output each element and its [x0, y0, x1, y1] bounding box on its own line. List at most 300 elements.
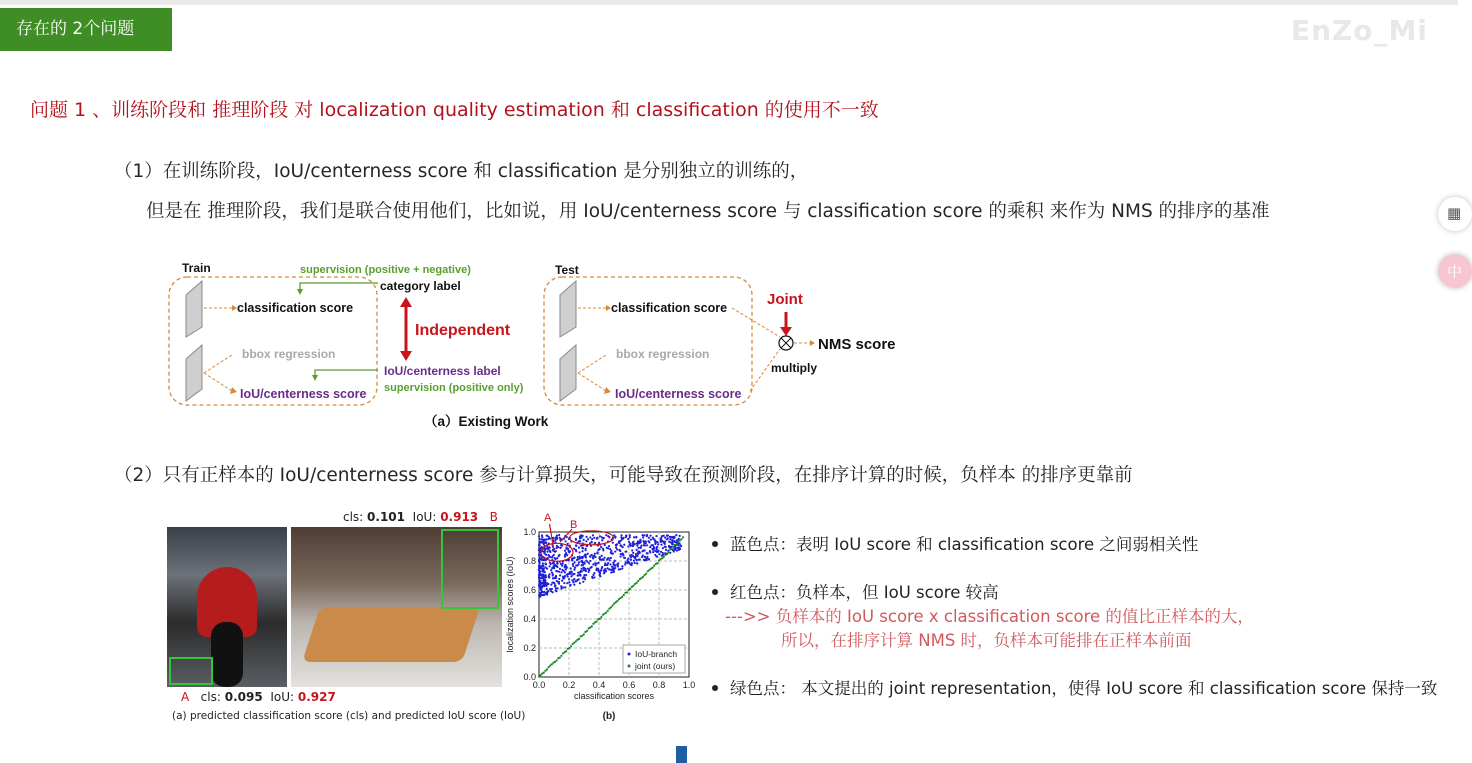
scatter-point-iou-branch — [653, 546, 655, 548]
scatter-chart — [503, 505, 698, 727]
scatter-point-iou-branch — [573, 568, 575, 570]
scatter-point-iou-branch — [552, 577, 554, 579]
scatter-point-iou-branch — [593, 576, 595, 578]
scatter-point-iou-branch — [662, 554, 664, 556]
scatter-point-iou-branch — [617, 565, 619, 567]
scatter-point-joint — [668, 551, 670, 553]
scatter-point-iou-branch — [546, 592, 548, 594]
scatter-point-iou-branch — [578, 547, 580, 549]
scatter-point-iou-branch — [673, 536, 675, 538]
scatter-point-iou-branch — [632, 542, 634, 544]
scatter-point-iou-branch — [625, 562, 627, 564]
scatter-point-iou-branch — [584, 562, 586, 564]
y-tick-label: 0.0 — [523, 672, 536, 682]
scatter-point-iou-branch — [552, 562, 554, 564]
scatter-point-iou-branch — [610, 552, 612, 554]
scatter-point-iou-branch — [570, 575, 572, 577]
scatter-point-iou-branch — [566, 582, 568, 584]
scatter-point-iou-branch — [652, 537, 654, 539]
scatter-point-iou-branch — [575, 580, 577, 582]
scatter-point-iou-branch — [660, 544, 662, 546]
scatter-point-joint — [644, 574, 646, 576]
train-label: Train — [182, 261, 211, 275]
scatter-point-iou-branch — [564, 564, 566, 566]
scatter-point-iou-branch — [564, 540, 566, 542]
bullet-green: 绿色点： 本文提出的 joint representation，使得 IoU score 和 classification score 保持一致 — [712, 675, 1437, 699]
scatter-point-joint — [607, 610, 609, 612]
scatter-point-iou-branch — [539, 596, 541, 598]
scatter-point-iou-branch — [561, 545, 563, 547]
scatter-point-joint — [546, 668, 548, 670]
scatter-point-iou-branch — [545, 566, 547, 568]
scatter-point-iou-branch — [679, 544, 681, 546]
scatter-point-iou-branch — [612, 570, 614, 572]
scatter-point-iou-branch — [581, 568, 583, 570]
scatter-point-iou-branch — [630, 564, 632, 566]
scatter-point-iou-branch — [635, 536, 637, 538]
scatter-point-iou-branch — [548, 554, 550, 556]
scatter-point-iou-branch — [621, 565, 623, 567]
scatter-point-iou-branch — [585, 549, 587, 551]
scatter-point-iou-branch — [539, 567, 541, 569]
scatter-point-iou-branch — [650, 539, 652, 541]
scatter-point-iou-branch — [638, 547, 640, 549]
scatter-point-iou-branch — [552, 565, 554, 567]
scatter-point-iou-branch — [579, 582, 581, 584]
scatter-point-iou-branch — [586, 561, 588, 563]
scatter-point-iou-branch — [668, 541, 670, 543]
scatter-point-iou-branch — [671, 539, 673, 541]
scatter-point-iou-branch — [592, 557, 594, 559]
scatter-point-iou-branch — [550, 590, 552, 592]
legend-marker-iou-branch — [628, 653, 631, 656]
scatter-point-iou-branch — [594, 562, 596, 564]
scatter-point-joint — [626, 591, 628, 593]
scatter-point-joint — [621, 596, 623, 598]
scatter-point-iou-branch — [642, 540, 644, 542]
scatter-point-iou-branch — [609, 563, 611, 565]
scatter-point-iou-branch — [673, 540, 675, 542]
scatter-point-iou-branch — [618, 568, 620, 570]
scatter-point-iou-branch — [582, 535, 584, 537]
scatter-point-iou-branch — [538, 565, 540, 567]
scatter-point-iou-branch — [657, 543, 659, 545]
scatter-point-iou-branch — [582, 556, 584, 558]
scatter-point-iou-branch — [573, 578, 575, 580]
pizza-photo — [291, 527, 502, 687]
scatter-point-iou-branch — [541, 591, 543, 593]
x-axis-label: classification scores — [573, 691, 655, 701]
scatter-point-iou-branch — [539, 592, 541, 594]
scatter-point-iou-branch — [566, 554, 568, 556]
scatter-point-iou-branch — [614, 560, 616, 562]
scatter-point-iou-branch — [664, 541, 666, 543]
scatter-point-iou-branch — [593, 572, 595, 574]
scatter-point-iou-branch — [610, 571, 612, 573]
train-classification-score: classification score — [237, 301, 354, 315]
scatter-point-iou-branch — [538, 544, 540, 546]
scatter-point-iou-branch — [544, 562, 546, 564]
scatter-point-iou-branch — [655, 535, 657, 537]
scatter-point-iou-branch — [548, 565, 550, 567]
chinese-char-icon[interactable]: 中 — [1438, 254, 1472, 288]
scatter-point-iou-branch — [538, 578, 540, 580]
scatter-point-iou-branch — [541, 585, 543, 587]
box-a — [169, 657, 213, 685]
scatter-point-iou-branch — [596, 537, 598, 539]
scatter-point-iou-branch — [568, 578, 570, 580]
scatter-point-iou-branch — [573, 584, 575, 586]
scatter-point-iou-branch — [646, 544, 648, 546]
scatter-point-iou-branch — [648, 541, 650, 543]
scatter-point-iou-branch — [639, 552, 641, 554]
scatter-point-iou-branch — [649, 546, 651, 548]
scatter-point-joint — [629, 588, 631, 590]
scatter-point-iou-branch — [553, 582, 555, 584]
figure-a-caption: (a) predicted classification score (cls) and predicted IoU score (IoU) — [172, 710, 526, 722]
scatter-point-iou-branch — [555, 537, 557, 539]
scatter-point-iou-branch — [633, 536, 635, 538]
scatter-point-iou-branch — [641, 550, 643, 552]
scatter-point-iou-branch — [539, 541, 541, 543]
scatter-point-iou-branch — [548, 538, 550, 540]
scatter-point-joint — [543, 671, 545, 673]
scatter-point-iou-branch — [554, 585, 556, 587]
scatter-point-iou-branch — [621, 567, 623, 569]
scatter-point-iou-branch — [641, 556, 643, 558]
scatter-point-iou-branch — [596, 569, 598, 571]
scatter-point-iou-branch — [577, 556, 579, 558]
scatter-point-iou-branch — [656, 556, 658, 558]
scatter-point-joint — [652, 567, 654, 569]
scatter-point-joint — [672, 546, 674, 548]
scatter-point-iou-branch — [564, 571, 566, 573]
scatter-point-iou-branch — [596, 552, 598, 554]
scatter-point-iou-branch — [594, 542, 596, 544]
scatter-point-iou-branch — [618, 541, 620, 543]
scatter-point-iou-branch — [566, 567, 568, 569]
annotation-label-b: B — [570, 519, 578, 531]
scatter-point-joint — [596, 620, 598, 622]
scatter-point-iou-branch — [602, 549, 604, 551]
scatter-point-iou-branch — [608, 557, 610, 559]
scatter-point-iou-branch — [560, 571, 562, 573]
train-feature-map-top — [186, 281, 202, 337]
scatter-point-iou-branch — [551, 556, 553, 558]
scatter-point-iou-branch — [605, 534, 607, 536]
scatter-point-iou-branch — [575, 564, 577, 566]
scatter-point-iou-branch — [582, 581, 584, 583]
scatter-point-iou-branch — [558, 578, 560, 580]
top-divider — [0, 0, 1458, 5]
scatter-point-iou-branch — [541, 577, 543, 579]
scatter-point-iou-branch — [625, 535, 627, 537]
scatter-point-iou-branch — [631, 544, 633, 546]
scatter-point-iou-branch — [666, 534, 668, 536]
bottom-score-row: A cls: 0.095 IoU: 0.927 — [181, 690, 336, 704]
scatter-point-joint — [548, 666, 550, 668]
scatter-point-iou-branch — [601, 539, 603, 541]
scatter-point-iou-branch — [627, 538, 629, 540]
scatter-point-iou-branch — [654, 550, 656, 552]
scatter-point-iou-branch — [578, 574, 580, 576]
scatter-point-joint — [556, 659, 558, 661]
scatter-point-iou-branch — [654, 540, 656, 542]
scatter-point-iou-branch — [538, 559, 540, 561]
scatter-point-iou-branch — [564, 550, 566, 552]
scatter-point-iou-branch — [644, 556, 646, 558]
scatter-point-iou-branch — [539, 563, 541, 565]
scatter-point-iou-branch — [588, 571, 590, 573]
scatter-point-iou-branch — [538, 572, 540, 574]
scatter-point-joint — [664, 554, 666, 556]
scatter-point-iou-branch — [554, 551, 556, 553]
scatter-point-iou-branch — [656, 546, 658, 548]
scatter-point-iou-branch — [591, 577, 593, 579]
scatter-point-iou-branch — [678, 549, 680, 551]
scatter-point-iou-branch — [554, 558, 556, 560]
scatter-point-iou-branch — [653, 539, 655, 541]
scatter-point-iou-branch — [636, 562, 638, 564]
motorcycle-photo — [167, 527, 287, 687]
scatter-point-joint — [605, 611, 607, 613]
scatter-point-iou-branch — [604, 544, 606, 546]
scatter-point-iou-branch — [624, 563, 626, 565]
scatter-point-iou-branch — [541, 570, 543, 572]
scatter-point-iou-branch — [561, 580, 563, 582]
scatter-point-iou-branch — [556, 566, 558, 568]
scatter-point-iou-branch — [563, 577, 565, 579]
scatter-point-iou-branch — [556, 570, 558, 572]
existing-work-diagram — [160, 255, 920, 440]
scatter-point-iou-branch — [629, 536, 631, 538]
scatter-point-iou-branch — [557, 582, 559, 584]
y-tick-label: 0.8 — [523, 556, 536, 566]
problem2-line: （2）只有正样本的 IoU/centerness score 参与计算损失，可能导致在预测阶段，在排序计算的时候，负样本 的排序更靠前 — [114, 465, 1133, 486]
scatter-point-iou-branch — [623, 544, 625, 546]
scatter-point-iou-branch — [617, 562, 619, 564]
scatter-point-iou-branch — [591, 554, 593, 556]
scatter-point-iou-branch — [585, 536, 587, 538]
bullet-red: 红色点：负样本，但 IoU score 较高 — [712, 579, 999, 603]
scatter-point-iou-branch — [538, 538, 540, 540]
scatter-point-iou-branch — [608, 559, 610, 561]
scatter-point-iou-branch — [664, 543, 666, 545]
scatter-point-iou-branch — [603, 559, 605, 561]
scatter-point-iou-branch — [660, 540, 662, 542]
legend-label-joint: joint (ours) — [635, 661, 676, 671]
scatter-point-iou-branch — [564, 566, 566, 568]
scatter-point-iou-branch — [612, 542, 614, 544]
scatter-point-iou-branch — [539, 580, 541, 582]
scatter-point-iou-branch — [568, 551, 570, 553]
scatter-point-iou-branch — [553, 554, 555, 556]
scatter-point-iou-branch — [592, 555, 594, 557]
scatter-point-joint — [676, 544, 678, 546]
scatter-point-joint — [559, 657, 561, 659]
scatter-point-iou-branch — [581, 560, 583, 562]
scatter-point-iou-branch — [642, 534, 644, 536]
scatter-point-joint — [680, 538, 682, 540]
scatter-point-iou-branch — [538, 569, 540, 571]
scatter-point-iou-branch — [650, 535, 652, 537]
scatter-point-iou-branch — [645, 559, 647, 561]
scatter-point-iou-branch — [541, 574, 543, 576]
scatter-point-iou-branch — [585, 556, 587, 558]
scatter-point-iou-branch — [564, 556, 566, 558]
scatter-point-iou-branch — [581, 564, 583, 566]
scatter-point-iou-branch — [559, 568, 561, 570]
scatter-point-joint — [637, 580, 639, 582]
scatter-point-iou-branch — [546, 551, 548, 553]
train-iou-score: IoU/centerness score — [240, 387, 367, 401]
scatter-point-iou-branch — [582, 577, 584, 579]
scatter-point-iou-branch — [572, 565, 574, 567]
scatter-point-iou-branch — [606, 547, 608, 549]
problem1-title: 问题 1 、训练阶段和 推理阶段 对 localization quality estimation 和 classification 的使用不一致 — [30, 99, 879, 121]
scatter-point-iou-branch — [631, 549, 633, 551]
scatter-point-iou-branch — [620, 534, 622, 536]
scatter-point-iou-branch — [592, 534, 594, 536]
scatter-point-iou-branch — [583, 568, 585, 570]
scatter-point-joint — [578, 638, 580, 640]
scatter-point-iou-branch — [642, 536, 644, 538]
category-label: category label — [380, 279, 461, 293]
multiply-label: multiply — [771, 361, 818, 375]
scatter-point-iou-branch — [538, 535, 540, 537]
scatter-point-iou-branch — [541, 536, 543, 538]
scatter-point-iou-branch — [624, 557, 626, 559]
scatter-point-iou-branch — [551, 588, 553, 590]
scatter-point-iou-branch — [543, 594, 545, 596]
scatter-point-iou-branch — [679, 535, 681, 537]
test-classification-score: classification score — [611, 301, 728, 315]
y-tick-label: 0.2 — [523, 643, 536, 653]
scatter-point-iou-branch — [630, 559, 632, 561]
scatter-point-iou-branch — [569, 571, 571, 573]
figure-b-caption: (b) — [602, 711, 616, 722]
scatter-point-iou-branch — [577, 558, 579, 560]
scatter-point-iou-branch — [585, 554, 587, 556]
scatter-point-iou-branch — [546, 535, 548, 537]
scatter-point-iou-branch — [572, 563, 574, 565]
scatter-point-joint — [570, 645, 572, 647]
scatter-point-joint — [645, 572, 647, 574]
scatter-point-iou-branch — [543, 550, 545, 552]
scatter-point-iou-branch — [560, 585, 562, 587]
scatter-point-iou-branch — [599, 535, 601, 537]
scatter-point-iou-branch — [551, 567, 553, 569]
scatter-point-iou-branch — [632, 555, 634, 557]
scatter-point-iou-branch — [550, 563, 552, 565]
x-tick-label: 1.0 — [682, 680, 696, 690]
scatter-point-iou-branch — [556, 587, 558, 589]
scatter-point-iou-branch — [667, 537, 669, 539]
scatter-point-iou-branch — [563, 582, 565, 584]
scatter-point-iou-branch — [575, 538, 577, 540]
scatter-point-iou-branch — [558, 534, 560, 536]
scatter-point-iou-branch — [556, 545, 558, 547]
scatter-point-joint — [612, 604, 614, 606]
scatter-point-iou-branch — [673, 548, 675, 550]
bottom-marker — [676, 746, 687, 763]
scatter-point-iou-branch — [594, 553, 596, 555]
scatter-point-joint — [540, 674, 542, 676]
test-feature-map-bottom — [560, 345, 576, 401]
bullet-red-detail2: 所以，在排序计算 NMS 时，负样本可能排在正样本前面 — [781, 631, 1192, 650]
scatter-point-iou-branch — [601, 566, 603, 568]
scatter-point-iou-branch — [598, 542, 600, 544]
y-tick-label: 0.6 — [523, 585, 536, 595]
scatter-point-iou-branch — [541, 594, 543, 596]
scatter-point-iou-branch — [543, 585, 545, 587]
scatter-point-iou-branch — [555, 575, 557, 577]
legend-marker-joint — [628, 665, 631, 668]
scatter-point-iou-branch — [620, 545, 622, 547]
scatter-point-iou-branch — [671, 536, 673, 538]
scatter-point-iou-branch — [652, 549, 654, 551]
scatter-point-iou-branch — [545, 539, 547, 541]
scatter-point-iou-branch — [579, 571, 581, 573]
scatter-point-iou-branch — [654, 543, 656, 545]
scatter-point-iou-branch — [556, 580, 558, 582]
scatter-point-iou-branch — [662, 547, 664, 549]
top-score-row: cls: 0.101 IoU: 0.913 B — [343, 510, 498, 524]
scatter-point-iou-branch — [668, 546, 670, 548]
scatter-point-iou-branch — [614, 550, 616, 552]
nms-score-label: NMS score — [818, 336, 896, 353]
scatter-point-iou-branch — [589, 542, 591, 544]
grid-icon[interactable]: ▦ — [1438, 197, 1472, 231]
scatter-point-iou-branch — [643, 549, 645, 551]
scatter-point-iou-branch — [591, 541, 593, 543]
scatter-point-iou-branch — [569, 585, 571, 587]
scatter-point-iou-branch — [664, 537, 666, 539]
scatter-point-iou-branch — [677, 547, 679, 549]
scatter-point-iou-branch — [599, 556, 601, 558]
scatter-point-iou-branch — [543, 552, 545, 554]
test-label: Test — [555, 263, 579, 277]
scatter-point-iou-branch — [658, 553, 660, 555]
scatter-point-iou-branch — [556, 563, 558, 565]
scatter-point-iou-branch — [636, 549, 638, 551]
scatter-point-joint — [656, 562, 658, 564]
scatter-point-iou-branch — [550, 569, 552, 571]
problem1-line2: 但是在 推理阶段，我们是联合使用他们，比如说，用 IoU/centerness score 与 classification score 的乘积 来作为 NMS 的排序的基准 — [146, 201, 1270, 222]
bullet-red-detail1: --->> 负样本的 IoU score x classification score 的值比正样本的大， — [725, 607, 1254, 626]
scatter-point-iou-branch — [629, 534, 631, 536]
scatter-point-joint — [565, 650, 567, 652]
scatter-point-iou-branch — [579, 540, 581, 542]
problem1-line1: （1）在训练阶段，IoU/centerness score 和 classification 是分别独立的训练的， — [114, 161, 809, 182]
scatter-point-joint — [663, 556, 665, 558]
scatter-point-iou-branch — [570, 567, 572, 569]
scatter-point-iou-branch — [591, 538, 593, 540]
supervision-bottom: supervision (positive only) — [384, 382, 524, 394]
scatter-point-iou-branch — [618, 549, 620, 551]
scatter-point-iou-branch — [633, 560, 635, 562]
scatter-point-iou-branch — [612, 562, 614, 564]
scatter-point-iou-branch — [669, 536, 671, 538]
scatter-point-joint — [671, 548, 673, 550]
scatter-point-iou-branch — [545, 576, 547, 578]
x-tick-label: 0.2 — [562, 680, 576, 690]
scatter-point-iou-branch — [608, 536, 610, 538]
scatter-point-iou-branch — [587, 538, 589, 540]
scatter-point-iou-branch — [538, 549, 540, 551]
scatter-point-iou-branch — [546, 588, 548, 590]
scatter-point-iou-branch — [625, 550, 627, 552]
